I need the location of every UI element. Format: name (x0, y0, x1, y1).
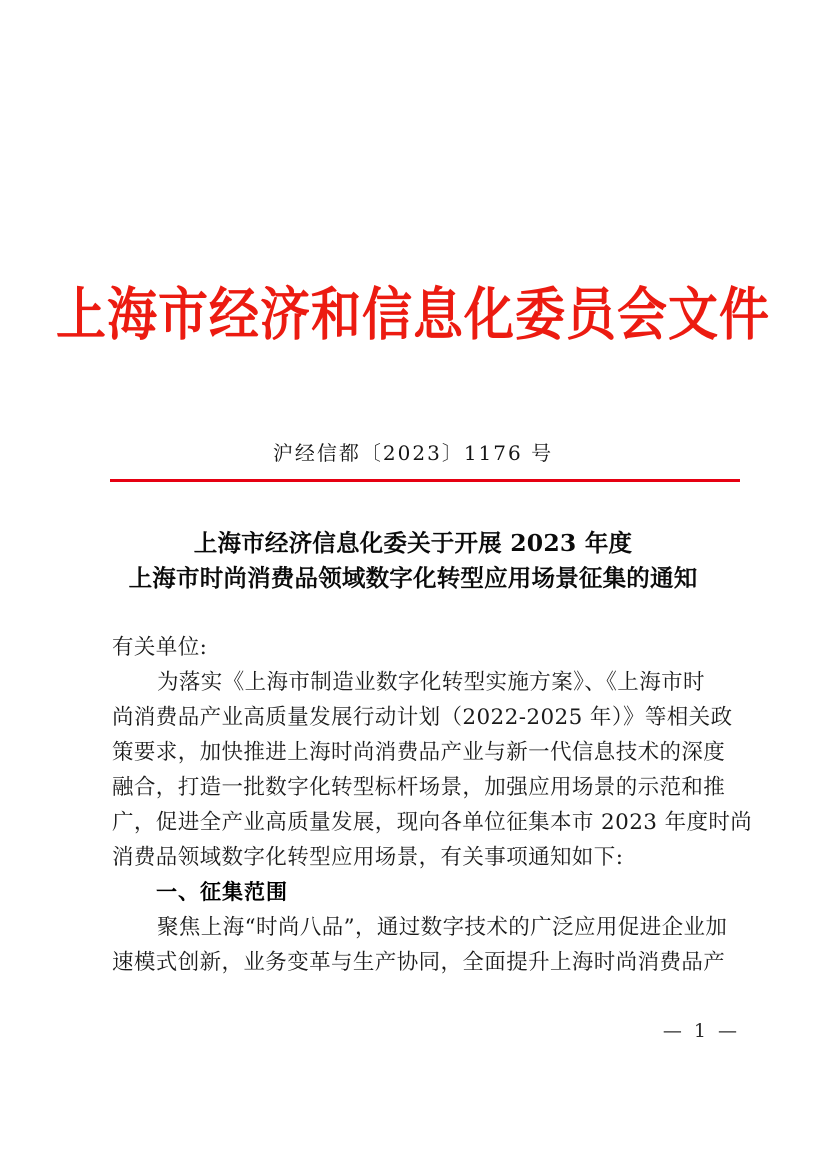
paragraph-1-line-2: 尚消费品产业高质量发展行动计划（2022-2025 年）》等相关政 (112, 705, 733, 730)
paragraph-2-line-1: 聚焦上海“时尚八品”，通过数字技术的广泛应用促进企业加 (157, 915, 728, 940)
salutation: 有关单位: (112, 635, 208, 660)
page-footer (112, 1020, 740, 1042)
paragraph-1-line-6: 消费品领域数字化转型应用场景，有关事项通知如下: (112, 845, 624, 870)
red-separator-rule (110, 479, 740, 482)
paragraph-1-line-1: 为落实《上海市制造业数字化转型实施方案》、《上海市时 (157, 670, 705, 695)
document-title-line-2: 上海市时尚消费品领域数字化转型应用场景征集的通知 (128, 564, 698, 592)
paragraph-1-line-4: 融合，打造一批数字化转型标杆场景，加强应用场景的示范和推 (112, 775, 726, 800)
document-title-line-1: 上海市经济信息化委关于开展 2023 年度 (193, 529, 633, 557)
page-number: — 1 — (662, 1020, 740, 1042)
document-title (86, 526, 740, 596)
document-number-text: 沪经信都〔2023〕1176 号 (272, 441, 554, 465)
document-number (0, 437, 826, 466)
paragraph-2-line-2: 速模式创新，业务变革与生产协同，全面提升上海时尚消费品产 (112, 950, 726, 975)
masthead-title: 上海市经济和信息化委员会文件 (56, 280, 770, 348)
paragraph-1-line-3: 策要求，加快推进上海时尚消费品产业与新一代信息技术的深度 (112, 740, 726, 765)
document-body (112, 630, 753, 980)
section-heading-1: 一、征集范围 (156, 880, 288, 904)
masthead (0, 280, 826, 348)
paragraph-1-line-5: 广，促进全产业高质量发展，现向各单位征集本市 2023 年度时尚 (112, 810, 753, 835)
